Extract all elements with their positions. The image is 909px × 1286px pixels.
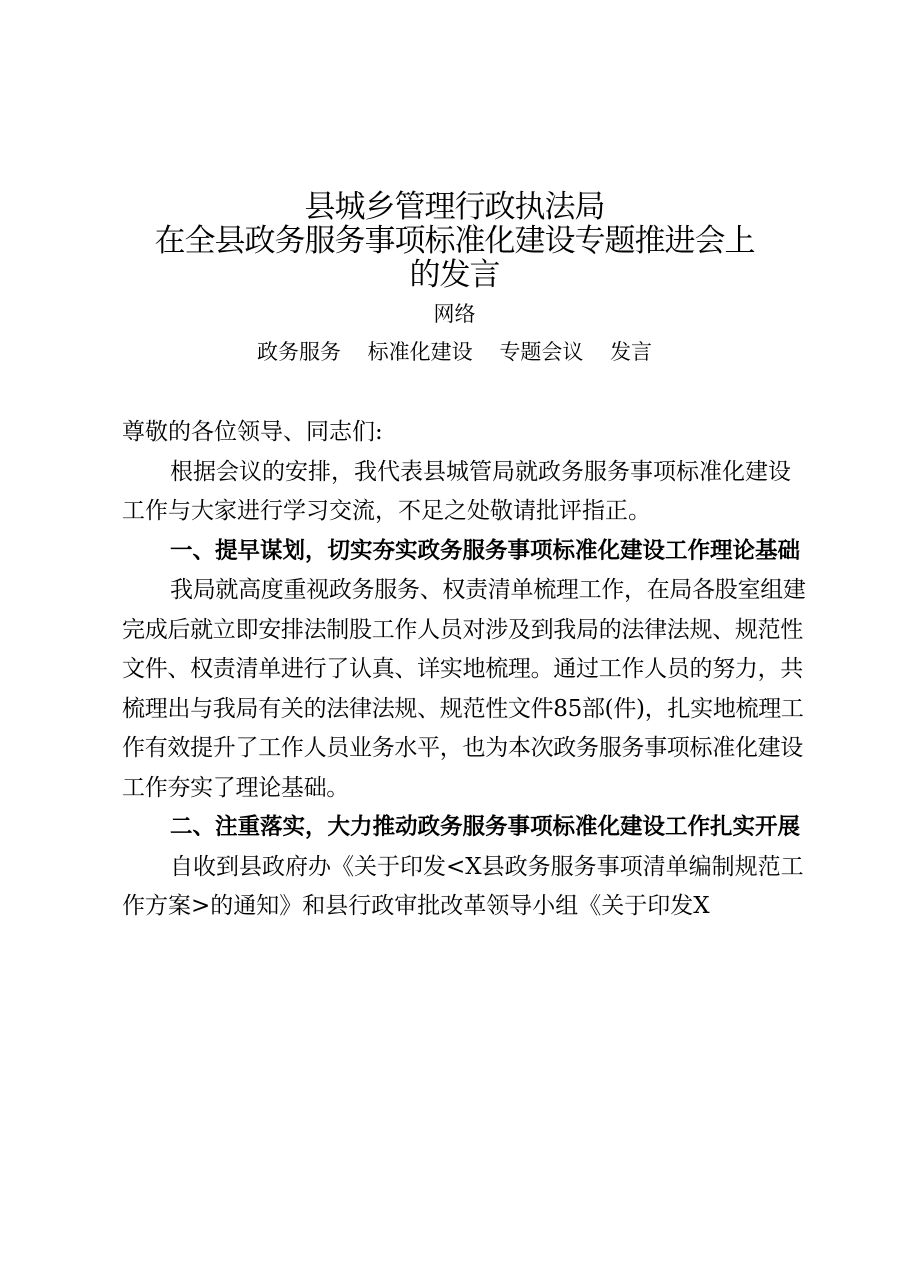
salutation: 尊敬的各位领导、同志们:	[122, 419, 383, 445]
title-line-1: 县城乡管理行政执法局	[304, 189, 605, 225]
section-1-paragraph: 我局就高度重视政务服务、权责清单梳理工作，在局各股室组建完成后就立即安排法制股工作人员对涉及到我局的法律法规、规范性文件、权责清单进行了认真、详实地梳理。通过工作人员的努力，共梳理出与我局有关的法律法规、规范性文件85部(件)，扎实地梳理工作有效提升了工作人员业务水平，也为本次政务服务事项标准化建设工作夯实了理论基础。	[122, 577, 806, 801]
keyword: 专题会议	[499, 340, 584, 364]
keyword: 标准化建设	[367, 340, 473, 364]
document-body	[122, 413, 812, 927]
author: 网络	[433, 302, 476, 326]
intro-paragraph: 根据会议的安排，我代表县城管局就政务服务事项标准化建设工作与大家进行学习交流，不足之处敬请批评指正。	[122, 458, 791, 524]
document-title	[100, 190, 809, 292]
section-2-heading: 二、注重落实，大力推动政务服务事项标准化建设工作扎实开展	[170, 814, 801, 840]
keyword: 发言	[610, 340, 653, 364]
section-2-paragraph: 自收到县政府办《关于印发<X县政务服务事项清单编制规范工作方案>的通知》和县行政审批改革领导小组《关于印发X	[122, 853, 804, 919]
keyword: 政务服务	[256, 340, 341, 364]
title-line-2: 在全县政务服务事项标准化建设专题推进会上	[154, 223, 755, 259]
title-line-3: 的发言	[409, 257, 500, 293]
section-1-heading: 一、提早谋划，切实夯实政务服务事项标准化建设工作理论基础	[170, 537, 801, 564]
keywords	[0, 338, 909, 366]
